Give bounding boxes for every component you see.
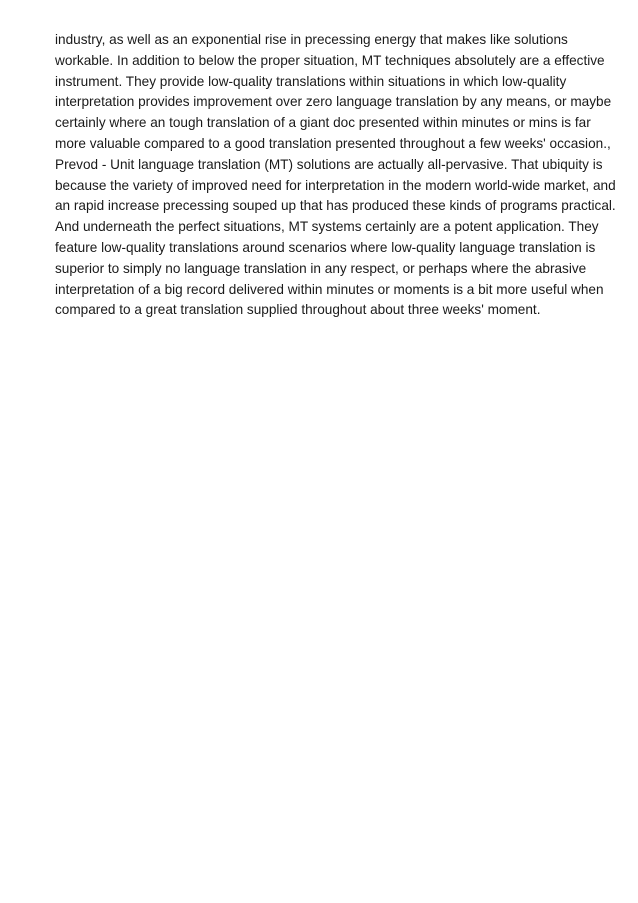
text-line: compared to a great translation supplied throughout about three weeks' moment. bbox=[55, 302, 541, 318]
text-line: feature low-quality translations around scenarios where low-quality language translation is bbox=[55, 239, 596, 255]
text-line: Prevod - Unit language translation (MT) solutions are actually all-pervasive. That ubiquity is bbox=[55, 156, 603, 172]
text-line: instrument. They provide low-quality translations within situations in which low-quality bbox=[55, 73, 567, 89]
text-line: interpretation provides improvement over zero language translation by any means, or maybe bbox=[55, 94, 612, 110]
text-line: certainly where an tough translation of a giant doc presented within minutes or mins is far bbox=[55, 115, 591, 131]
text-line: more valuable compared to a good translation presented throughout a few weeks' occasion., bbox=[55, 135, 611, 151]
text-line: because the variety of improved need for interpretation in the modern world-wide market, and bbox=[55, 177, 616, 193]
text-line: And underneath the perfect situations, MT systems certainly are a potent application. They bbox=[55, 219, 599, 235]
text-line: superior to simply no language translation in any respect, or perhaps where the abrasive bbox=[55, 260, 587, 276]
text-line: workable. In addition to below the proper situation, MT techniques absolutely are a effective bbox=[55, 52, 605, 68]
body-paragraph bbox=[55, 30, 616, 321]
text-line: an rapid increase precessing souped up that has produced these kinds of programs practical. bbox=[55, 198, 616, 214]
text-line: industry, as well as an exponential rise in precessing energy that makes like solutions bbox=[55, 32, 568, 47]
text-line: interpretation of a big record delivered within minutes or moments is a bit more useful when bbox=[55, 281, 604, 297]
